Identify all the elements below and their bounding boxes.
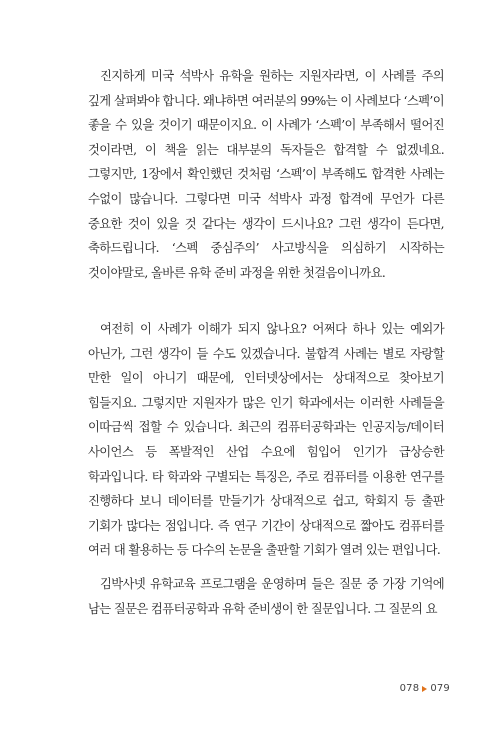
paragraph-2: 여전히 이 사례가 이해가 되지 않나요? 어쩌다 하나 있는 예외가 아닌가, 그런 생각이 들 수도 있겠습니다. 불합격 사례는 별로 자랑할 만한 일이 아니기 때문에, 인터넷상에서는 상대적으로 찾아보기 힘들지요. 그렇지만 지원자가 많은 인기 학과에서는 이러한 사례들을 이따금씩 접할 수 있습니다. 최근의 컴퓨터공학과는 인공지능/데이터 사이언스 등 폭발적인 산업 수요에 힘입어 인기가 급상승한 학과입니다. 타 학과와 구별되는 특징은, 주로 컴퓨터를 이용한 연구를 진행하다 보니 데이터를 만들기가 상대적으로 쉽고, 학회지 등 출판 기회가 많다는 점입니다. 즉 연구 기간이 상대적으로 짧아도 컴퓨터를 여러 대 활용하는 등 다수의 논문을 출판할 기회가 열려 있는 편입니다. — [88, 322, 444, 558]
page-numbers — [400, 683, 450, 694]
paragraph-1: 진지하게 미국 석박사 유학을 원하는 지원자라면, 이 사례를 주의 깊게 살펴봐야 합니다. 왜냐하면 여러분의 99%는 이 사례보다 ‘스펙’이 좋을 수 있을 것이기 때문이지요. 이 사례가 ‘스펙’이 부족해서 떨어진 것이라면, 이 책을 읽는 대부분의 독자들은 합격할 수 없겠네요. 그렇지만, 1장에서 확인했던 것처럼 ‘스펙’이 부족해도 합격한 사례는 수없이 많습니다. 그렇다면 미국 석박사 과정 합격에 무언가 다른 중요한 것이 있을 것 같다는 생각이 드시나요? 그런 생각이 든다면, 축하드립니다. ‘스펙 중심주의’ 사고방식을 의심하기 시작하는 것이야말로, 올바른 유학 준비 과정을 위한 첫걸음이니까요. — [88, 69, 444, 280]
paragraph-3: 김박사넷 유학교육 프로그램을 운영하며 들은 질문 중 가장 기억에 남는 질문은 컴퓨터공학과 유학 준비생이 한 질문입니다. 그 질문의 요 — [88, 577, 444, 616]
page-arrow-icon — [422, 686, 427, 692]
right-page-number: 079 — [430, 683, 450, 694]
left-page-number: 078 — [399, 683, 420, 694]
